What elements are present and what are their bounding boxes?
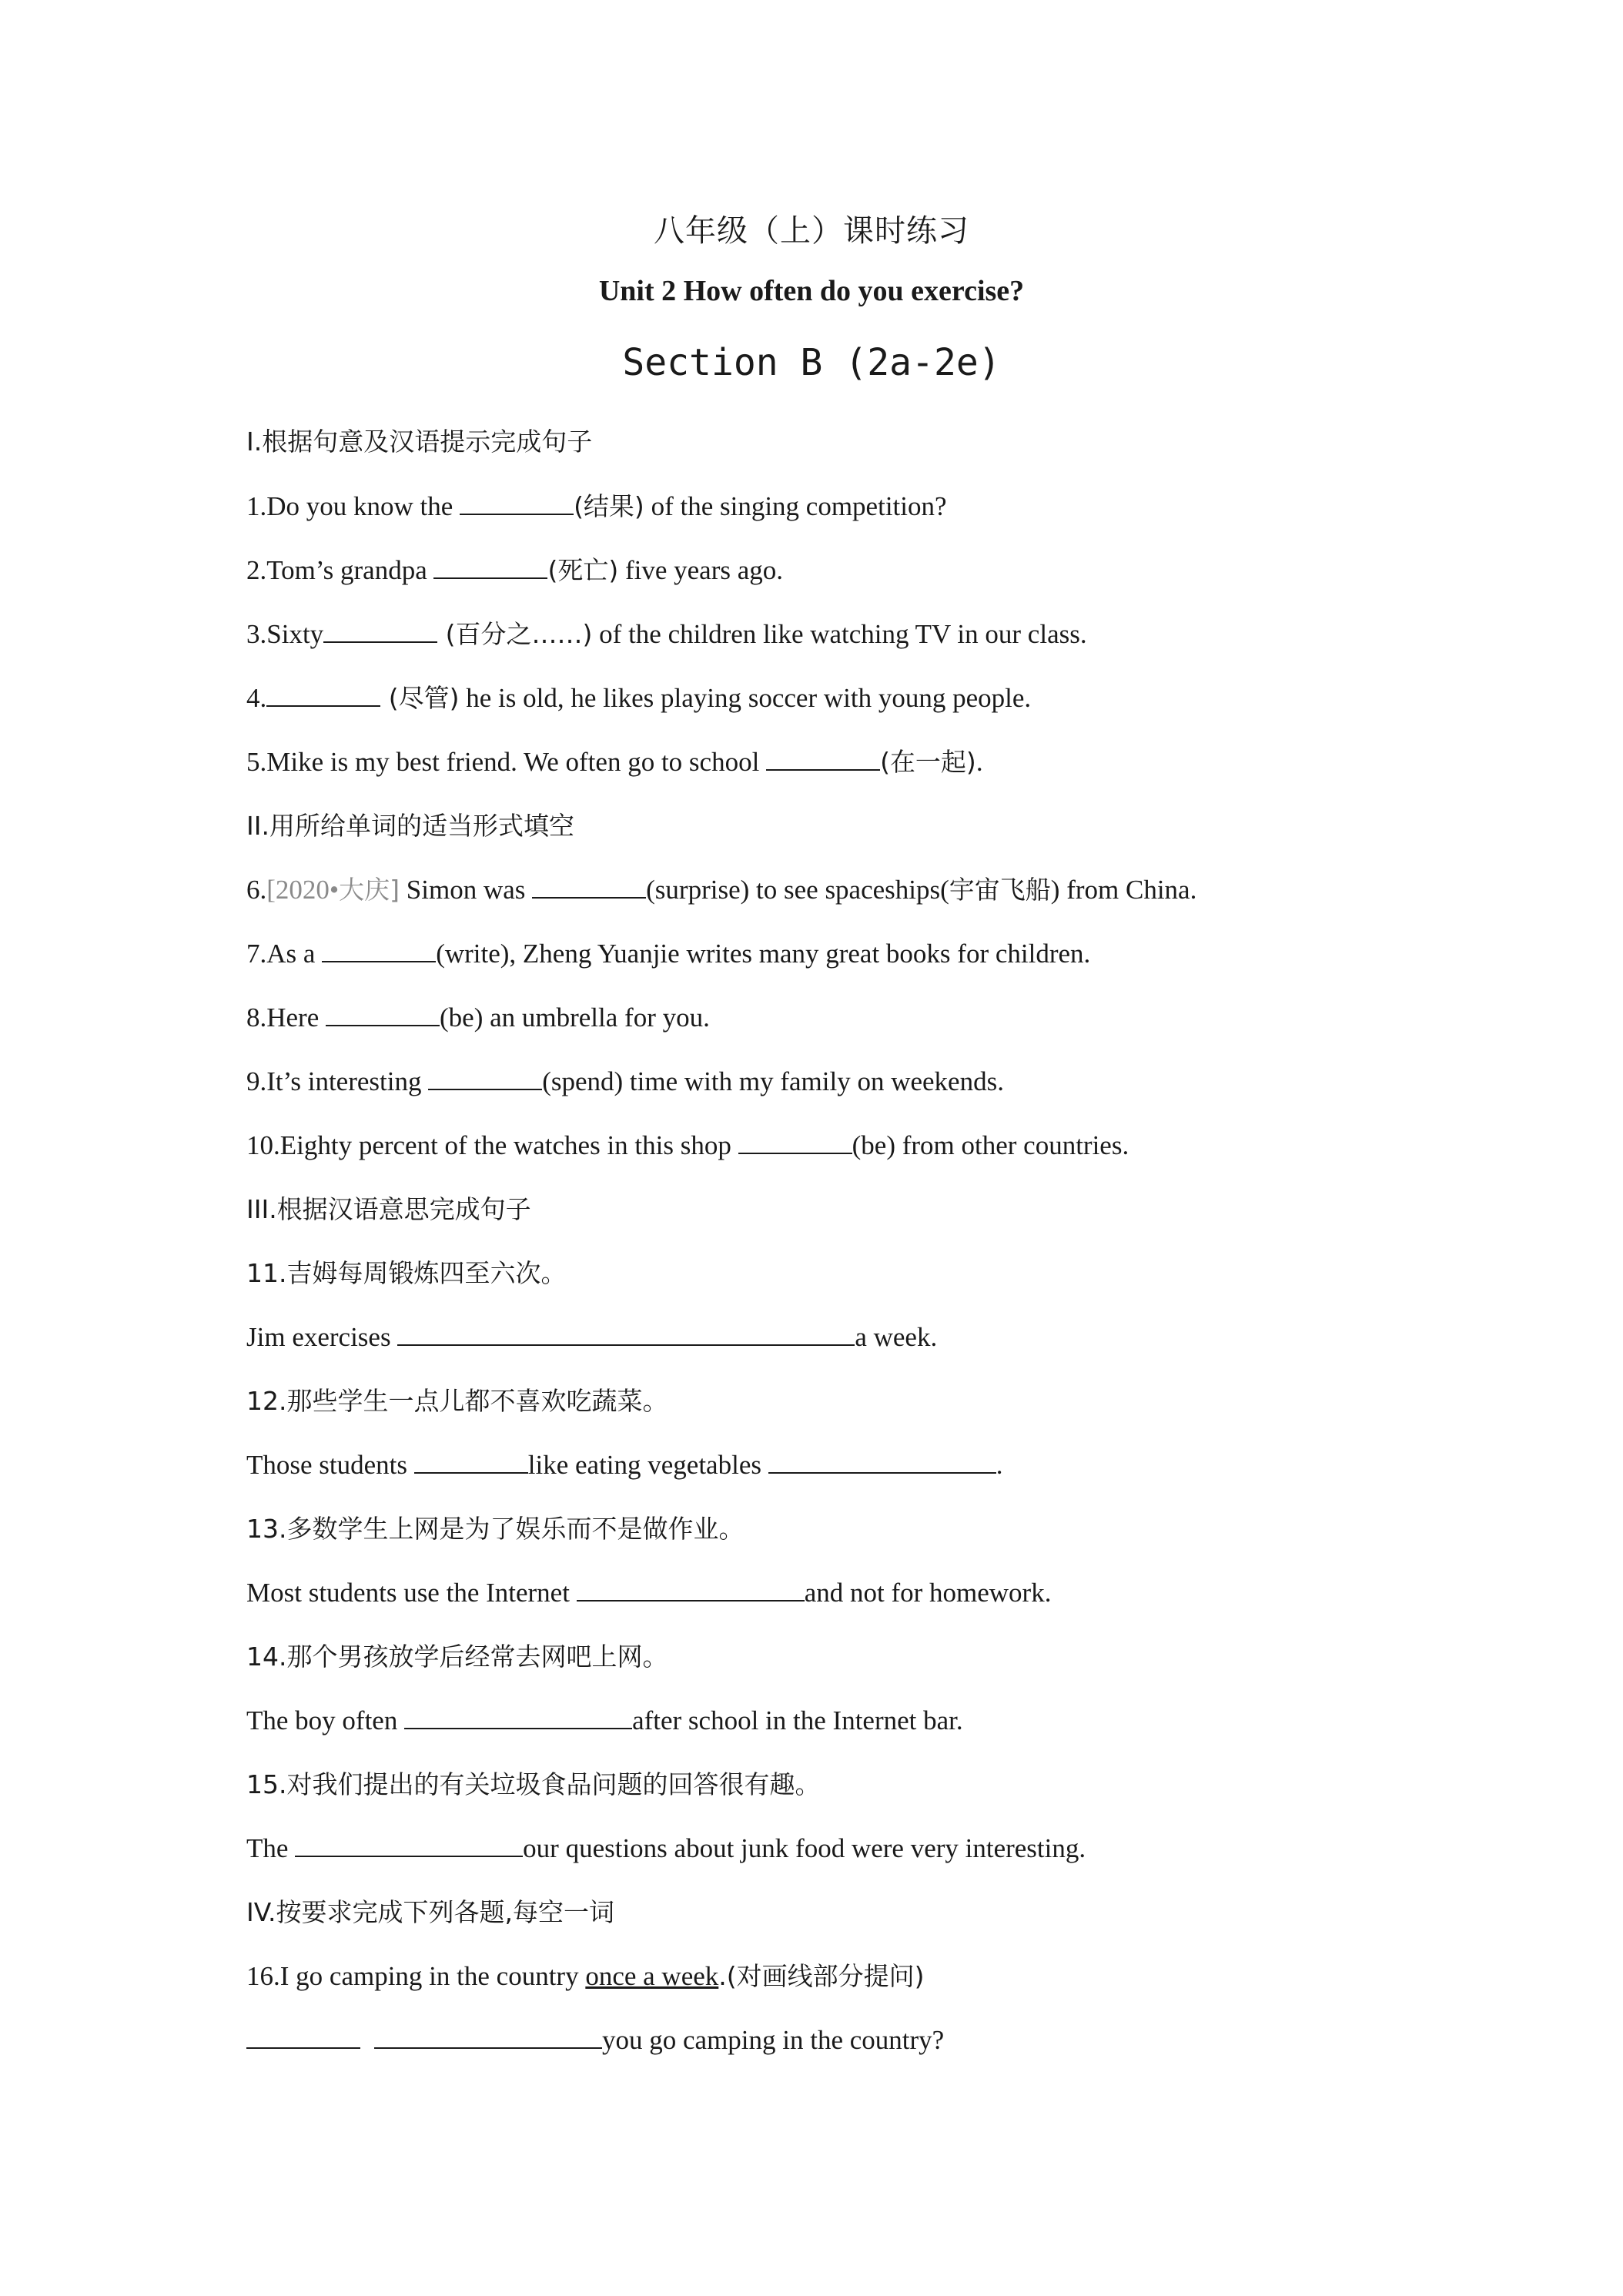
answer-blank	[768, 1449, 996, 1474]
answer-blank	[326, 1002, 440, 1026]
section-title: Section B (2a-2e)	[622, 341, 1001, 384]
part3-heading: III.根据汉语意思完成句子	[246, 1194, 531, 1224]
question-12-cn: 12.那些学生一点儿都不喜欢吃蔬菜。	[246, 1386, 668, 1416]
answer-blank	[374, 2024, 602, 2049]
question-13: Most students use the Internet and not for homework.	[246, 1578, 1052, 1608]
question-10: 10.Eighty percent of the watches in this shop (be) from other countries.	[246, 1130, 1129, 1160]
answer-blank	[246, 2024, 360, 2049]
question-12: Those students like eating vegetables .	[246, 1450, 1003, 1480]
question-11: Jim exercises a week.	[246, 1322, 938, 1352]
question-2: 2.Tom’s grandpa (死亡) five years ago.	[246, 555, 784, 585]
answer-blank	[404, 1705, 632, 1729]
page-title-cn: 八年级（上）课时练习	[654, 213, 969, 249]
question-7: 7.As a (write), Zheng Yuanjie writes many great books for children.	[246, 939, 1091, 969]
question-15-cn: 15.对我们提出的有关垃圾食品问题的回答很有趣。	[246, 1769, 821, 1799]
answer-blank	[295, 1832, 523, 1857]
question-6: 6.[2020•大庆] Simon was (surprise) to see spaceships(宇宙飞船) from China.	[246, 875, 1197, 905]
source-tag: [2020•大庆]	[266, 875, 400, 905]
unit-title: Unit 2 How often do you exercise?	[598, 275, 1025, 307]
answer-blank	[766, 746, 880, 771]
question-8: 8.Here (be) an umbrella for you.	[246, 1002, 710, 1033]
question-4: 4. (尽管) he is old, he likes playing soccer with young people.	[246, 683, 1032, 713]
answer-blank	[414, 1449, 528, 1474]
part1-heading: I.根据句意及汉语提示完成句子	[246, 427, 593, 457]
part4-heading: IV.按要求完成下列各题,每空一词	[246, 1897, 615, 1927]
question-5: 5.Mike is my best friend. We often go to school (在一起).	[246, 747, 983, 777]
part2-heading: II.用所给单词的适当形式填空	[246, 811, 574, 841]
answer-blank	[323, 618, 437, 643]
answer-blank	[322, 938, 436, 962]
question-3: 3.Sixty (百分之……) of the children like watching TV in our class.	[246, 619, 1087, 649]
answer-blank	[738, 1130, 852, 1154]
question-15: The our questions about junk food were very interesting.	[246, 1833, 1086, 1863]
answer-blank	[266, 682, 380, 707]
question-14-cn: 14.那个男孩放学后经常去网吧上网。	[246, 1642, 668, 1672]
question-16-answer: you go camping in the country?	[246, 2023, 944, 2057]
question-11-cn: 11.吉姆每周锻炼四至六次。	[246, 1258, 567, 1288]
question-9: 9.It’s interesting (spend) time with my family on weekends.	[246, 1066, 1004, 1096]
question-13-cn: 13.多数学生上网是为了娱乐而不是做作业。	[246, 1514, 745, 1544]
underlined-phrase: once a week	[585, 1961, 719, 1991]
question-1: 1.Do you know the (结果) of the singing competition?	[246, 491, 947, 521]
answer-blank	[428, 1066, 542, 1090]
answer-blank	[433, 554, 547, 579]
answer-blank	[460, 490, 574, 515]
question-14: The boy often after school in the Internet bar.	[246, 1705, 963, 1735]
question-16: 16.I go camping in the country once a week.(对画线部分提问)	[246, 1961, 925, 1991]
answer-blank	[397, 1321, 855, 1346]
answer-blank	[577, 1577, 805, 1602]
answer-blank	[532, 874, 646, 899]
